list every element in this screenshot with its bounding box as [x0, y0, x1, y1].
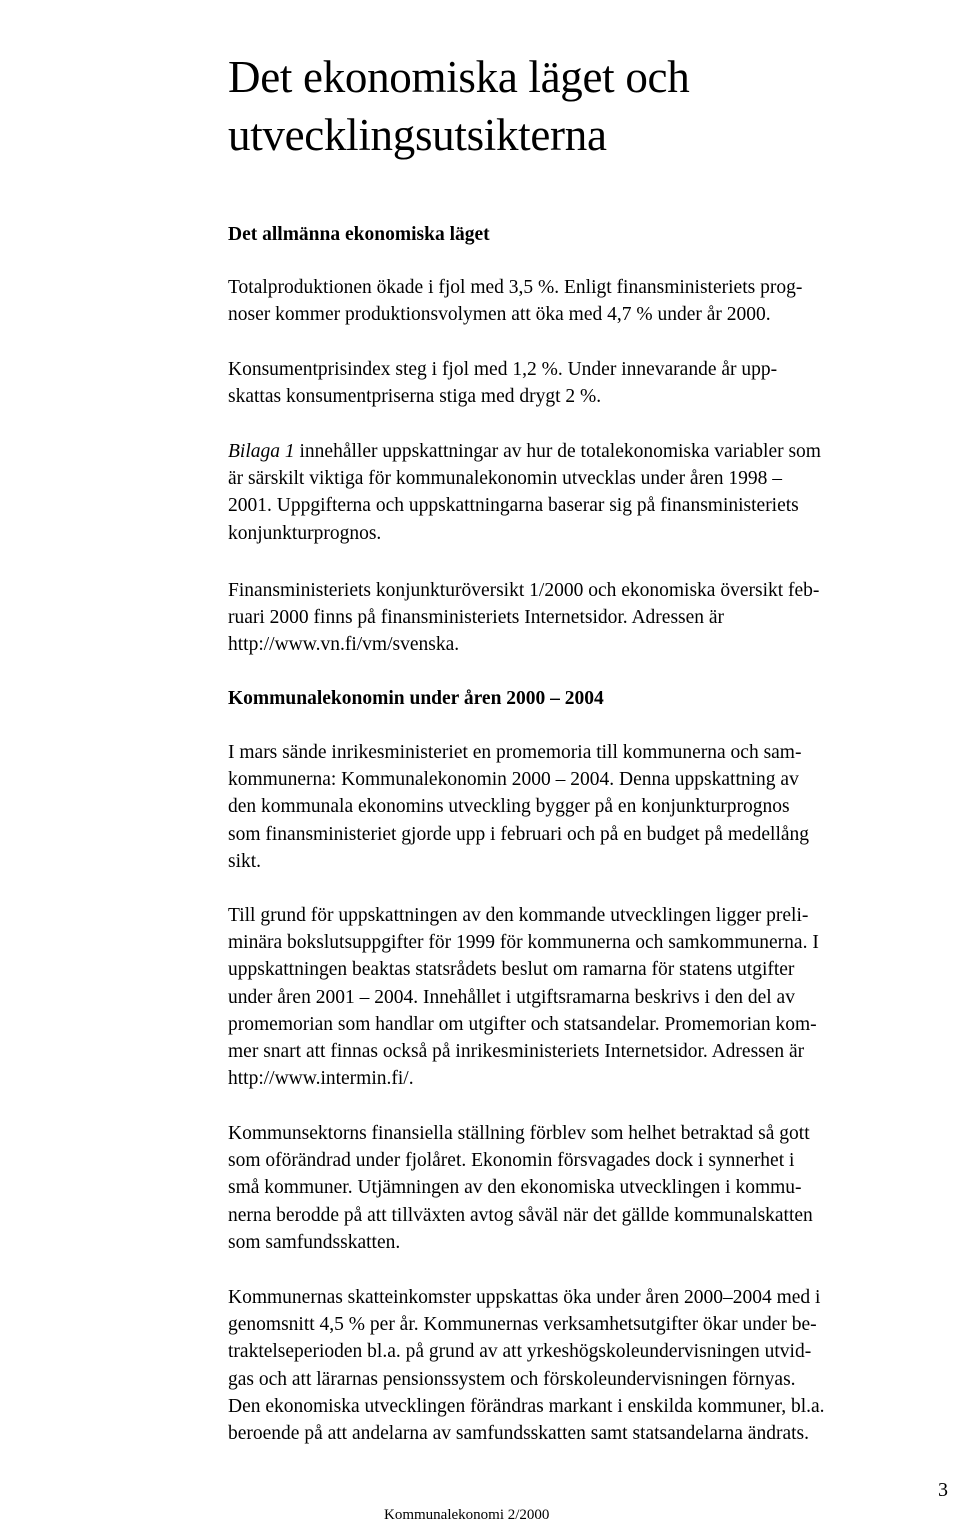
- page-number: 3: [938, 1479, 948, 1501]
- paragraph-financial-position: Kommunsektorns finansiella ställning förblev som helhet betraktad så gott som oförändrad under fjolåret. Ekonomin försvagades dock i synnerhet i små kommuner. Utjämningen av den ekonomiska utvecklingen i kommu- nerna berodde på att tillväxten avtog såväl när det gällde kommunalskatten som samfundsskatten.: [228, 1123, 813, 1253]
- footer-publication: Kommunalekonomi 2/2000: [384, 1507, 550, 1523]
- paragraph-tax-revenue: Kommunernas skatteinkomster uppskattas öka under åren 2000–2004 med i genomsnitt 4,5 % per år. Kommunernas verksamhetsutgifter ökar under be- traktelseperioden bl.a. på grund av att yrkeshögskoleundervisningen utvid- gas och att lärarnas pensionssystem och förskoleundervisningen förnyas. Den ekonomiska utvecklingen förändras markant i enskilda kommuner, bl.a. beroende på att andelarna av samfundsskatten samt statsandelarna ändrats.: [228, 1287, 825, 1445]
- paragraph-appendix-1-text: innehåller uppskattningar av hur de totalekonomiska variabler som är särskilt viktiga för kommunalekonomin utvecklas under åren 1998 – 2001. Uppgifterna och uppskattningarna baserar sig på finansministeriets konjunkturprognos.: [228, 441, 821, 544]
- paragraph-total-production: Totalproduktionen ökade i fjol med 3,5 %. Enligt finansministeriets prog- noser kommer produktionsvolymen att öka med 4,7 % under år 2000.: [228, 277, 803, 326]
- paragraph-memorandum: I mars sände inrikesministeriet en promemoria till kommunerna och sam- kommunerna: Kommunalekonomin 2000 – 2004. Denna uppskattning av den kommunala ekonomins utveckling bygger på en konjunkturprognos som finansministeriet gjorde upp i februari och på en budget på medellång sikt.: [228, 742, 810, 872]
- section-heading-municipal-economy: Kommunalekonomin under åren 2000 – 2004: [228, 688, 604, 709]
- appendix-reference: Bilaga 1: [228, 441, 295, 462]
- paragraph-estimate-basis: Till grund för uppskattningen av den kommande utvecklingen ligger preli- minära bokslutsuppgifter för 1999 för kommunerna och samkommunerna. I uppskattningen beaktas statsrådets beslut om ramarna för statens utgifter under åren 2001 – 2004. Innehållet i utgiftsramarna beskrivs i den del av promemorian som handlar om utgifter och statsandelar. Promemorian kom- mer snart att finnas också på inrikesministeriets Internetsidor. Adressen är http://www.intermin.fi/.: [228, 905, 819, 1090]
- section-heading-economic-situation: Det allmänna ekonomiska läget: [228, 224, 490, 245]
- page-title: Det ekonomiska läget och utvecklingsutsikterna: [228, 52, 690, 160]
- paragraph-appendix-1: [228, 438, 940, 547]
- paragraph-finance-ministry-overview: Finansministeriets konjunkturöversikt 1/2000 och ekonomiska översikt feb- ruari 2000 finns på finansministeriets Internetsidor. Adressen är http://www.vn.fi/vm/svenska.: [228, 580, 820, 656]
- paragraph-consumer-price-index: Konsumentprisindex steg i fjol med 1,2 %. Under innevarande år upp- skattas konsumentpriserna stiga med drygt 2 %.: [228, 359, 778, 408]
